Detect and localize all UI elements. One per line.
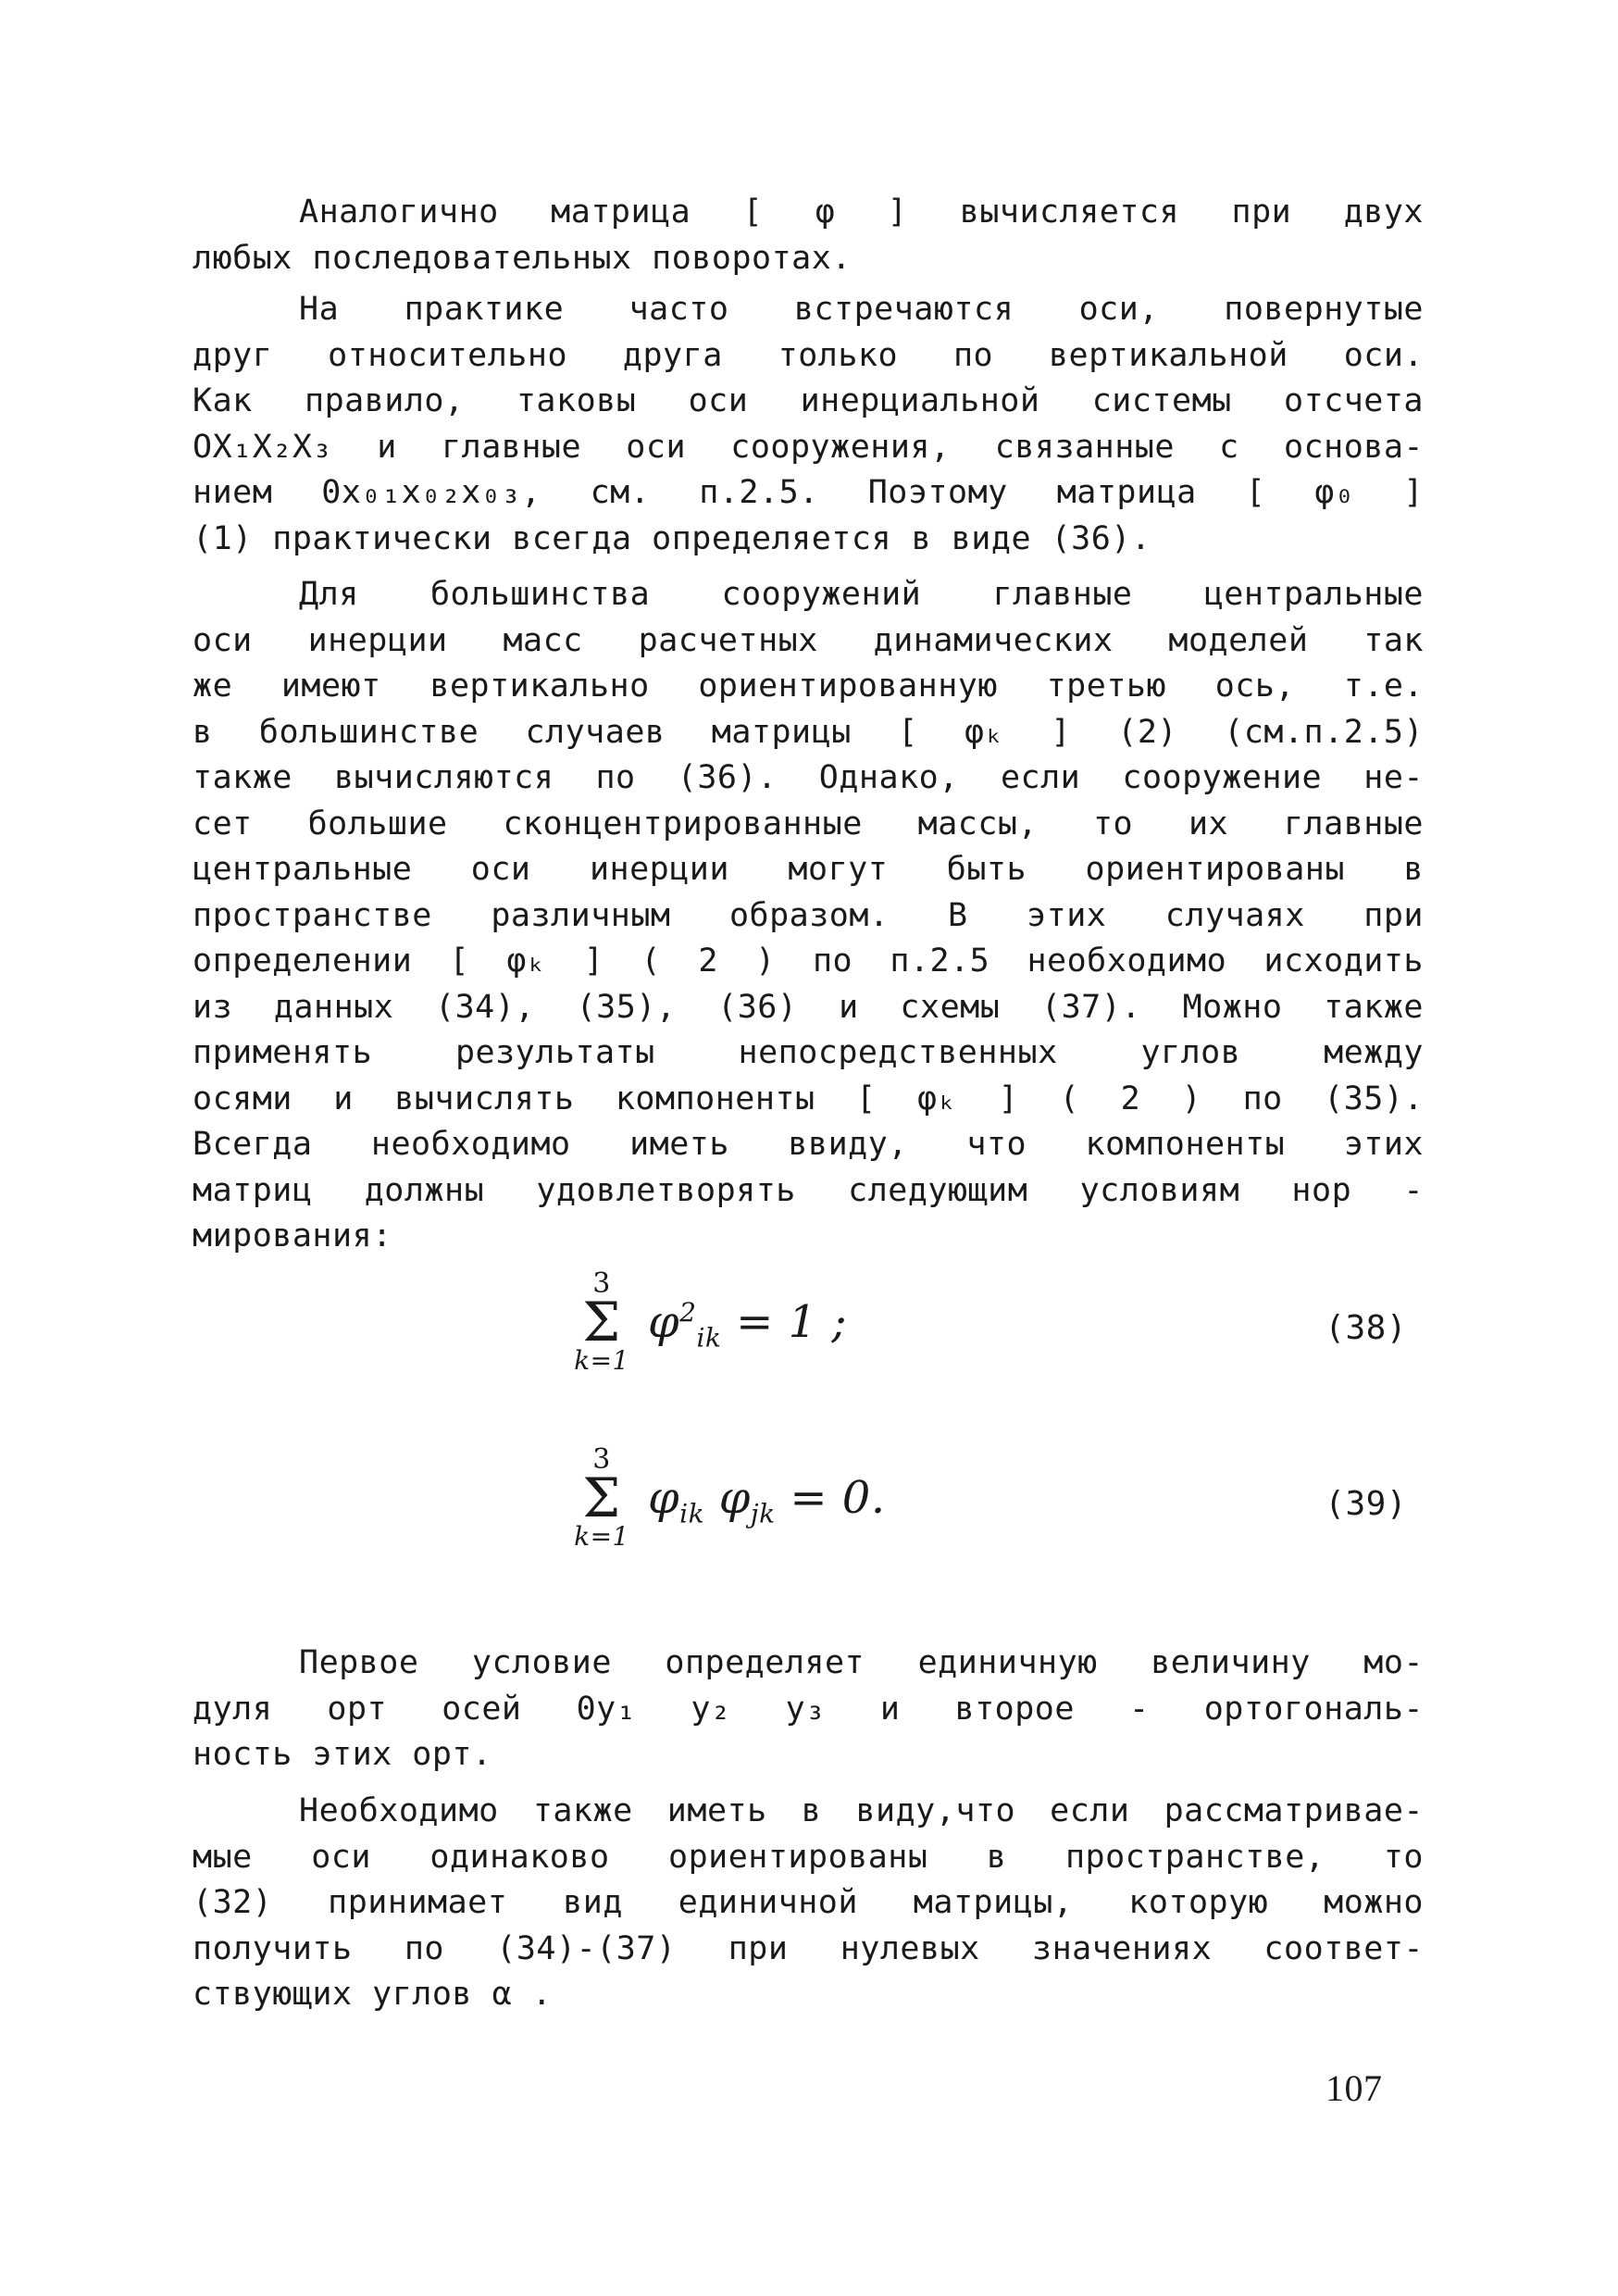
equation-number: (38)	[1325, 1309, 1407, 1347]
text-line: мирования:	[193, 1217, 392, 1254]
text-line: Всегда необходимо иметь ввиду, что компоненты этих	[193, 1126, 1424, 1163]
text-line: Аналогично матрица [ φ ] вычисляется при двух	[299, 193, 1424, 231]
text-line: Как правило, таковы оси инерциальной системы отсчета	[193, 382, 1424, 419]
paragraph-4	[193, 1641, 1424, 1778]
text-line: Необходимо также иметь в виду,что если рассматривае-	[299, 1792, 1424, 1829]
text-line: пространстве различным образом. В этих случаях при	[193, 896, 1424, 934]
text-line: мые оси одинаково ориентированы в пространстве, то	[193, 1838, 1424, 1876]
equation-rhs: = 0.	[775, 1472, 886, 1524]
text-line: друг относительно друга только по вертикальной оси.	[193, 336, 1424, 374]
paragraph-5	[193, 1789, 1424, 2018]
text-line: применять результаты непосредственных углов между	[193, 1034, 1424, 1071]
text-line: любых последовательных поворотах.	[193, 239, 852, 277]
equation-expression	[648, 1296, 847, 1354]
text-line: Первое условие определяет единичную величину мо-	[299, 1644, 1424, 1681]
text-line: получить по (34)-(37) при нулевых значениях соответ-	[193, 1929, 1424, 1967]
equation-38	[574, 1267, 1407, 1418]
text-line: Для большинства сооружений главные центральные	[299, 576, 1424, 613]
text-line: На практике часто встречаются оси, повернутые	[299, 291, 1424, 328]
sigma-symbol: Σ	[582, 1291, 621, 1354]
subscript: ik	[696, 1322, 722, 1354]
text-line: осями и вычислять компоненты [ φₖ ] ( 2 ) по (35).	[193, 1079, 1424, 1117]
subscript: jk	[750, 1498, 776, 1529]
text-line: ность этих орт.	[193, 1736, 492, 1773]
text-line: из данных (34), (35), (36) и схемы (37). Можно также	[193, 988, 1424, 1026]
phi-symbol: φ	[648, 1472, 680, 1524]
text-line: сет большие сконцентрированные массы, то их главные	[193, 805, 1424, 842]
text-line: определении [ φₖ ] ( 2 ) по п.2.5 необходимо исходить	[193, 942, 1424, 980]
text-line: дуля орт осей 0y₁ y₂ y₃ и второе - ортогональ-	[193, 1690, 1424, 1728]
summation	[574, 1443, 629, 1552]
phi-symbol: φ	[648, 1296, 680, 1348]
superscript: 2	[679, 1297, 697, 1328]
text-line: в большинстве случаев матрицы [ φₖ ] (2) (см.п.2.5)	[193, 713, 1424, 751]
text-line: (1) практически всегда определяется в виде (36).	[193, 519, 1151, 557]
paragraph-1	[193, 190, 1424, 281]
paragraph-2	[193, 287, 1424, 562]
sum-upper-limit: 3	[592, 1443, 611, 1476]
page-number: 107	[1326, 2067, 1383, 2109]
text-line: оси инерции масс расчетных динамических моделей так	[193, 621, 1424, 659]
equation-expression	[648, 1472, 886, 1529]
text-line: матриц должны удовлетворять следующим условиям нор -	[193, 1171, 1424, 1209]
text-line: ствующих углов α .	[193, 1976, 553, 2013]
text-line: центральные оси инерции могут быть ориентированы в	[193, 851, 1424, 888]
text-line: (32) принимает вид единичной матрицы, которую можно	[193, 1884, 1424, 1921]
sum-lower-limit: k=1	[574, 1345, 629, 1376]
paragraph-3	[193, 572, 1424, 1260]
equation-rhs: = 1 ;	[721, 1296, 848, 1348]
equation-39	[574, 1443, 1407, 1594]
sigma-symbol: Σ	[582, 1466, 621, 1529]
sum-lower-limit: k=1	[574, 1521, 629, 1552]
equation-number: (39)	[1325, 1485, 1407, 1523]
sum-upper-limit: 3	[592, 1267, 611, 1300]
text-line: же имеют вертикально ориентированную третью ось, т.е.	[193, 668, 1424, 705]
text-line: нием 0x₀₁x₀₂x₀₃, см. п.2.5. Поэтому матрица [ φ₀ ]	[193, 474, 1424, 511]
phi-symbol: φ	[704, 1472, 751, 1524]
text-line: также вычисляются по (36). Однако, если сооружение не-	[193, 759, 1424, 796]
summation	[574, 1267, 629, 1376]
subscript: ik	[679, 1498, 705, 1529]
text-line: OX₁X₂X₃ и главные оси сооружения, связанные с основа-	[193, 428, 1424, 466]
